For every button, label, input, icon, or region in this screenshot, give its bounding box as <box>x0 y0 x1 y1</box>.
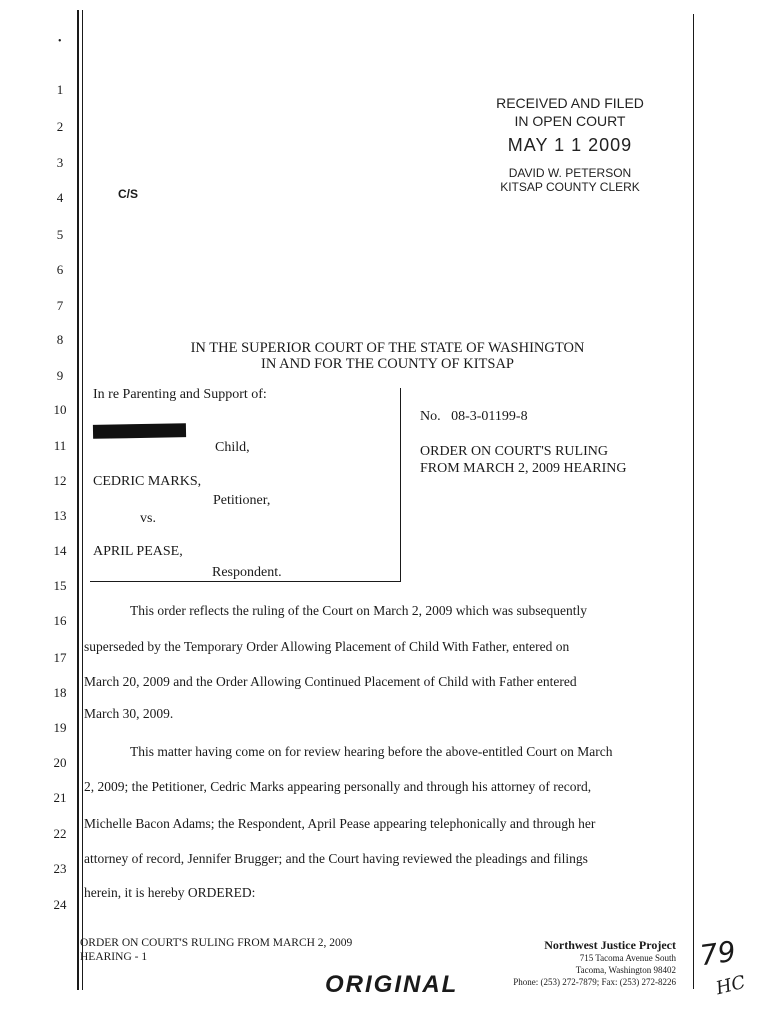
body-line: March 30, 2009. <box>84 706 174 721</box>
handwritten-initials: HC <box>713 971 748 1000</box>
line-number: 20 <box>53 755 67 770</box>
footer-page-label: HEARING - 1 <box>80 951 148 963</box>
caption-child-label: Child, <box>215 440 250 455</box>
caption-divider-vertical <box>400 388 401 582</box>
case-number: No. 08-3-01199-8 <box>420 409 528 424</box>
line-number: 7 <box>56 298 64 313</box>
body-line: herein, it is hereby ORDERED: <box>84 885 256 900</box>
original-stamp: ORIGINAL <box>325 971 459 994</box>
stamp-received-filed: RECEIVED AND FILED <box>496 95 644 111</box>
caption-vs: vs. <box>140 511 156 526</box>
footer-doc-title: ORDER ON COURT'S RULING FROM MARCH 2, 2009 <box>80 937 353 949</box>
line-number: 5 <box>56 227 64 242</box>
left-margin-rule-outer <box>77 10 79 990</box>
right-margin-rule <box>693 14 694 989</box>
redacted-child-name <box>93 423 186 439</box>
footer-org-address-2: Tacoma, Washington 98402 <box>575 965 676 975</box>
stamp-clerk-name: DAVID W. PETERSON <box>508 166 632 180</box>
court-heading-1: IN THE SUPERIOR COURT OF THE STATE OF WASHINGTON <box>190 340 585 356</box>
body-line: This matter having come on for review hearing before the above-entitled Court on March <box>130 744 613 759</box>
caption-divider-horizontal <box>90 581 401 582</box>
margin-dot: • <box>58 36 62 47</box>
line-number: 4 <box>56 190 64 205</box>
document-title-line-2: FROM MARCH 2, 2009 HEARING <box>420 461 627 476</box>
line-number: 9 <box>56 368 64 383</box>
line-number: 12 <box>53 473 67 488</box>
line-number: 8 <box>56 332 64 347</box>
line-number: 2 <box>56 119 64 134</box>
body-line: attorney of record, Jennifer Brugger; and the Court having reviewed the pleadings and filings <box>84 851 588 866</box>
caption-in-re: In re Parenting and Support of: <box>93 387 267 402</box>
footer-org-phone: Phone: (253) 272-7879; Fax: (253) 272-8226 <box>513 977 676 987</box>
line-number: 16 <box>53 613 67 628</box>
line-number: 23 <box>53 861 67 876</box>
line-number: 18 <box>53 685 67 700</box>
body-line: 2, 2009; the Petitioner, Cedric Marks appearing personally and through his attorney of record, <box>84 779 592 794</box>
line-number: 6 <box>56 262 64 277</box>
line-number: 3 <box>56 155 64 170</box>
stamp-clerk-title: KITSAP COUNTY CLERK <box>500 180 640 194</box>
body-line: March 20, 2009 and the Order Allowing Continued Placement of Child with Father entered <box>84 674 577 689</box>
line-number: 10 <box>53 402 67 417</box>
margin-mark: C/S <box>118 187 139 201</box>
line-number: 19 <box>53 720 67 735</box>
footer-org-name: Northwest Justice Project <box>544 938 676 952</box>
caption-respondent-name: APRIL PEASE, <box>93 544 183 559</box>
line-number: 22 <box>53 826 67 841</box>
line-number: 11 <box>53 438 67 453</box>
handwritten-page-number: 79 <box>697 934 738 973</box>
court-heading-2: IN AND FOR THE COUNTY OF KITSAP <box>261 356 514 372</box>
left-margin-rule-inner <box>82 10 83 990</box>
caption-respondent-label: Respondent. <box>212 565 282 580</box>
body-line: Michelle Bacon Adams; the Respondent, April Pease appearing telephonically and through her <box>84 816 596 831</box>
line-number: 21 <box>53 790 67 805</box>
caption-petitioner-name: CEDRIC MARKS, <box>93 474 202 489</box>
body-line: superseded by the Temporary Order Allowing Placement of Child With Father, entered on <box>84 639 570 654</box>
line-number: 1 <box>56 82 64 97</box>
line-number: 17 <box>53 650 67 665</box>
line-number: 13 <box>53 508 67 523</box>
line-number: 24 <box>53 897 67 912</box>
document-title-line-1: ORDER ON COURT'S RULING <box>420 444 608 459</box>
footer-org-address-1: 715 Tacoma Avenue South <box>579 953 676 963</box>
stamp-date: MAY 1 1 2009 <box>507 135 633 155</box>
line-number: 15 <box>53 578 67 593</box>
line-number: 14 <box>53 543 67 558</box>
caption-petitioner-label: Petitioner, <box>213 493 271 508</box>
body-line: This order reflects the ruling of the Court on March 2, 2009 which was subsequently <box>130 603 588 618</box>
stamp-open-court: IN OPEN COURT <box>514 113 626 129</box>
